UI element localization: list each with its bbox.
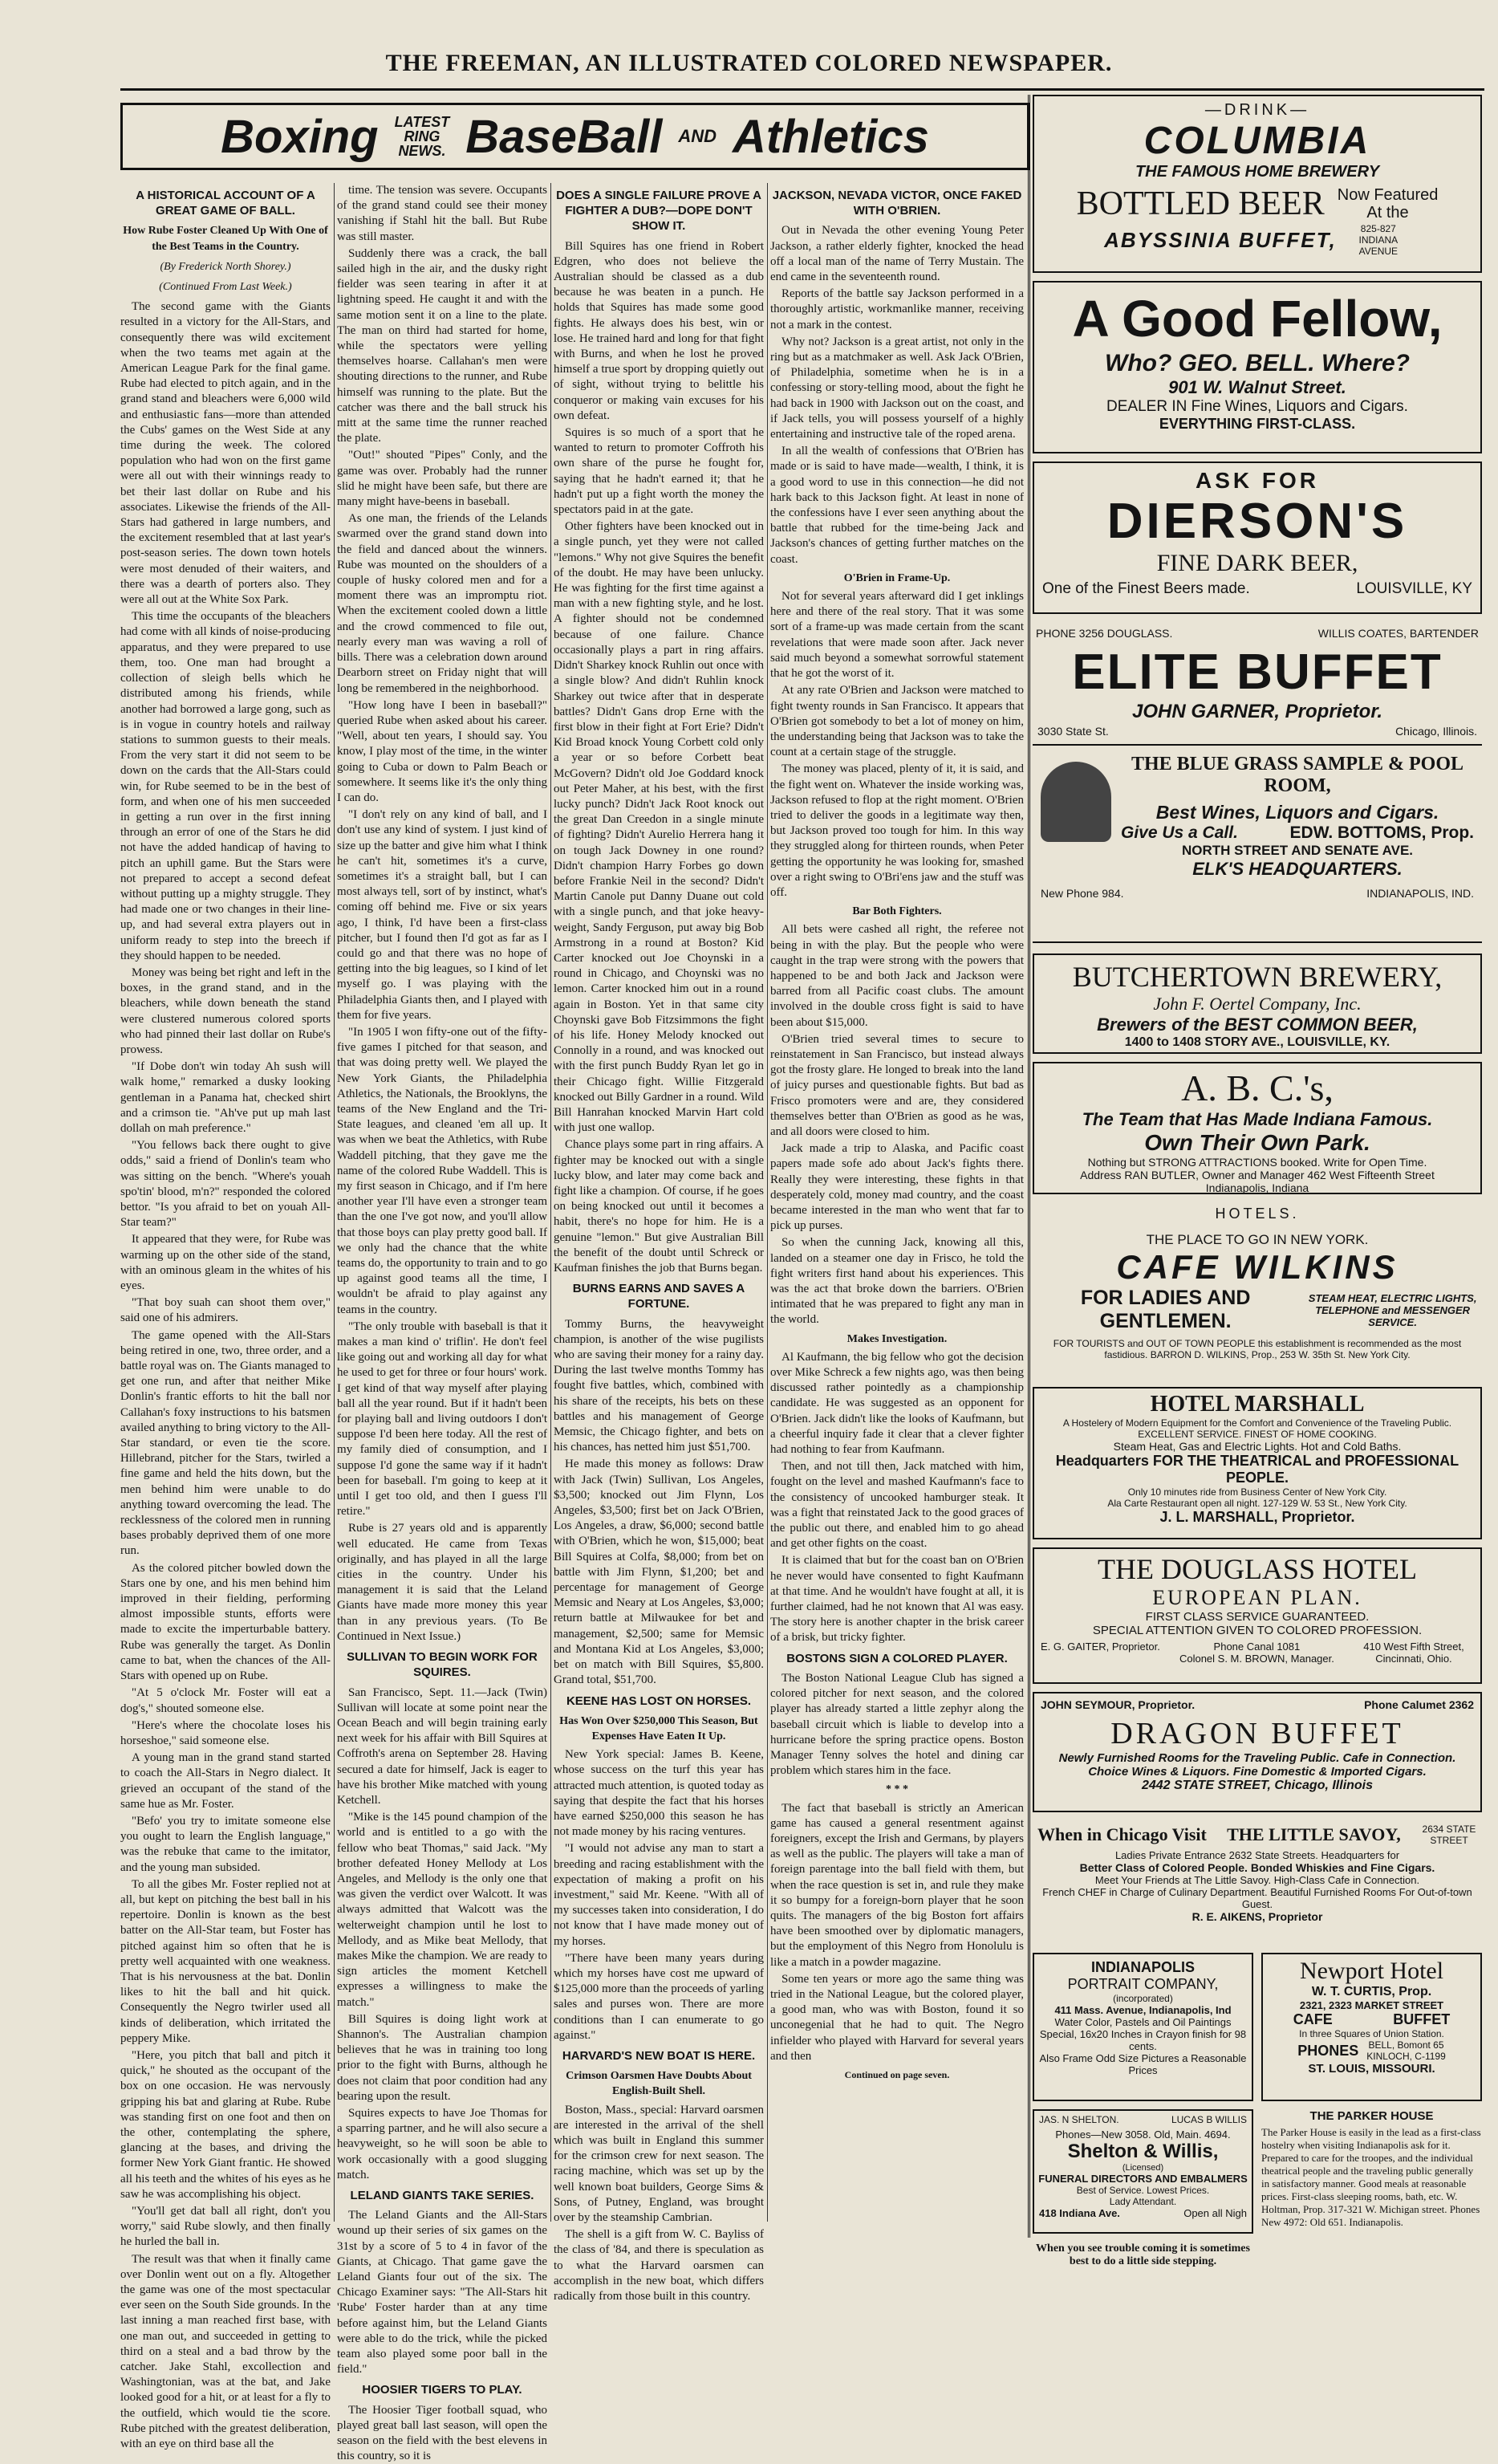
paragraph: The shell is a gift from W. C. Bayliss of the class of '84, and there is speculation as to what the Harvard oarsmen can accomplish in the new boat, which differs radically from those built in this country. [554, 2228, 764, 2303]
paragraph: Squires is so much of a sport that he wanted to return to promoter Coffroth his own share of the purse he fought for, saying that he hadn't earned it; that he hadn't put up a fight worth the money the spectators paid in at the gate. [554, 426, 764, 517]
paragraph: Boston, Mass., special: Harvard oarsmen are interested in the arrival of the shell which was built in England this summer for the crimson crew for next season. The racing machine, which was set up by the well known boat builders, George Sims & Sons, of Putney, England, was brought over by the steamship Cambrian. [554, 2103, 764, 2224]
ad-cafe-wilkins [1033, 1202, 1482, 1379]
ad-text: Best Wines, Liquors and Cigars. [1155, 802, 1439, 823]
ad-title: THE LITTLE SAVOY, [1227, 1824, 1401, 1844]
ad-text: ASK FOR [1196, 468, 1319, 493]
section-subhead: Makes Investigation. [846, 1332, 948, 1345]
ad-title: DIERSON'S [1106, 494, 1408, 549]
banner-baseball: BaseBall [465, 110, 663, 163]
paragraph: "The only trouble with baseball is that it makes a man kind o' triflin'. He don't feel like going out and working all day for what he used to get for three or four hours' work. I get kind of that way myself after playing ball all the year round. But if it hadn't been for playing ball and living outdoors I don't suppose I'd been here today. All the rest of my family died of consumption, and I suppose I'd gone the same way if it hadn't been for baseball. I'm going to keep at it until I get too old, and then I guess I'll retire." [337, 1319, 547, 1519]
proprietor-portrait [1041, 762, 1111, 842]
paragraph: Squires expects to have Joe Thomas for a sparring partner, and he will also secure a heavyweight, so he will soon be able to work occasionally with a good slugging match. [337, 2106, 547, 2181]
section-subhead: O'Brien in Frame-Up. [843, 571, 951, 584]
ad-text: Ala Carte Restaurant open all night. 127-129 W. 53 St., New York City. [1107, 1498, 1407, 1509]
ad-text: DEALER IN Fine Wines, Liquors and Cigars. [1106, 398, 1408, 415]
article-headline: KEENE HAS LOST ON HORSES. [566, 1693, 752, 1708]
paragraph: All bets were cashed all right, the referee not being in with the play. But the people who were caught in the trap were strong with the powers that happened to be and both Jack and Jackson were barred from all Pacific coast clubs. The amount involved in the double cross fight is said to have been about $15,000. [770, 923, 1024, 1029]
article-subhead: How Rube Foster Cleaned Up With One of the Best Teams in the Country. [123, 225, 328, 253]
ad-text: 2321, 2323 MARKET STREET [1299, 1999, 1444, 2011]
ad-text: Phone Canal 1081 Colonel S. M. BROWN, Manager. [1179, 1641, 1334, 1665]
paragraph: New York special: James B. Keene, whose success on the turf this year has attracted much attention, is quoted today as saying that despite the fact that his horses have earned $250,000 this season he has not made money by his racing ventures. [554, 1748, 764, 1839]
paragraph: A young man in the grand stand started to coach the All-Stars in Negro dialect. It grieved an occupant of the stand of the same hue as Mr. Foster. [120, 1751, 331, 1811]
article-subhead: Crimson Oarsmen Have Doubts About English-Built Shell. [566, 2070, 752, 2098]
ad-title: ELITE BUFFET [1072, 644, 1443, 700]
ad-text: 411 Mass. Avenue, Indianapolis, Ind [1054, 2004, 1232, 2016]
ad-text: Open all Nigh [1183, 2207, 1247, 2219]
section-label: HOTELS. [1215, 1206, 1300, 1222]
ad-text: LOUISVILLE, KY [1356, 580, 1472, 597]
paragraph: Then, and not till then, Jack matched with him, fought on the level and mashed Kaufmann's face to the consistency of uncooked hamburger steak. It was a fight that reinstated Jack to the good graces of the public out there, and enabled him to go ahead and get other fights on the coast. [770, 1460, 1024, 1551]
paragraph: To all the gibes Mr. Foster replied not at all, but kept on pitching the best ball in his repertoire. Donlin is known as the best batter on the All-Star team, but Foster has pitched against him so often that he is pretty well acquainted with one weakness. That is his nervousness at the bat. Donlin likes to hit the ball and hit quick. Consequently the Negro twirler used all kinds of deliberation, which irritated the peppery Mike. [120, 1877, 331, 2045]
ad-hotel-marshall [1033, 1387, 1482, 1539]
ad-text: CAFE [1293, 2011, 1333, 2027]
paragraph: Suddenly there was a crack, the ball sailed high in the air, and the dusky right fielder was seen tearing in after it at lightning speed. He caught it and with the same motion sent it on a line to the plate. The man on third had started for home, while the spectators were yelling themselves hoarse. Callahan's men were shouting directions to the runner, and Rube himself was running to the plate. But the catcher was there and the ball struck his mitt at the same time the runner reached the plate. [337, 246, 547, 445]
ad-text: Address RAN BUTLER, Owner and Manager 462 West Fifteenth Street [1080, 1169, 1435, 1181]
paragraph: "How long have I been in baseball?" queried Rube when asked about his career. "Well, about ten years, I should say. You know, I play most of the time, in the winter going to Cuba or down to Palm Beach or somewhere. It seems like it's the only thing I can do. [337, 698, 547, 804]
ad-text: Water Color, Pastels and Oil Paintings [1054, 2016, 1232, 2028]
ad-elite-buffet [1033, 622, 1482, 943]
ad-text: 901 W. Walnut Street. [1168, 377, 1346, 397]
ad-text: EDW. BOTTOMS, Prop. [1289, 823, 1474, 842]
article-headline: DOES A SINGLE FAILURE PROVE A FIGHTER A DUB?—DOPE DON'T SHOW IT. [556, 189, 761, 234]
masthead: THE FREEMAN, AN ILLUSTRATED COLORED NEWSPAPER. [385, 50, 1113, 76]
paragraph: The second game with the Giants resulted in a victory for the All-Stars, and consequently there was wild excitement when the two teams met again at the American League Park for the final game. Rube had elected to pitch again, and in the grand stand and bleachers were 6,000 wild and enthusiastic fans—more than attended the Cubs' games on the West Side at any time during the week. The colored population who had won on the first game were all out with their winnings ready to bet their last dollar on Rube and his associates. Likewise the friends of the All-Stars had gathered in large numbers, and the excitement resembled that at last year's post-season series. The down town hotels were most denuded of their waiters, and there was a dearth of porters also. They were all out at the White Sox Park. [120, 300, 331, 607]
ad-text: Lady Attendant. [1109, 2196, 1177, 2207]
paragraph: Tommy Burns, the heavyweight champion, is another of the wise pugilists who are saving their money for a rainy day. During the last twelve months Tommy has fought five battles, which, combined with his share of the receipts, his bets on these battles and his management of George Memsic, the Chicago fighter, and bets on his chances, has netted him just $51,700. [554, 1317, 764, 1454]
ad-title: PORTRAIT COMPANY, [1067, 1976, 1219, 1992]
ads-divider [1028, 95, 1030, 2238]
ad-title: COLUMBIA [1143, 120, 1371, 162]
paragraph: San Francisco, Sept. 11.—Jack (Twin) Sullivan will locate at some point near the Ocean Beach and will begin training early next week for his affair with Bill Squires at Coffroth's arena on September 28. Having secured a date for himself, Jack is eager to have his brother Mike matched with young Ketchell. [337, 1685, 547, 1807]
masthead-rule [120, 88, 1484, 91]
ad-text: Indianapolis, Indiana [1205, 1181, 1309, 1194]
ad-text: BUFFET [1393, 2011, 1451, 2027]
ad-geo-bell [1033, 281, 1482, 453]
ad-shelton-willis [1033, 2109, 1253, 2234]
ad-text: The Team that Has Made Indiana Famous. [1082, 1109, 1433, 1129]
ad-text: Phone Calumet 2362 [1364, 1698, 1474, 1711]
ad-text: Special, 16x20 Inches in Crayon finish for 98 cents. [1039, 2028, 1247, 2052]
ad-butchertown-brewery [1033, 953, 1482, 1054]
paragraph: Other fighters have been knocked out in a single punch, yet they were not called "lemons." Why not give Squires the benefit of the doubt. He may have been unlucky. He was fighting for the first time against a man with a new fighting style, and he lost. A fighter should not be condemned because of one failure. Chance occasionally plays a part in ring affairs. Didn't Sharkey knock Ruhlin out once with a single blow? And didn't Ruhlin knock Sharkey out twice after that in desperate battles? Didn't Gans drop Erne with the first blow in their fight at Fort Erie? Didn't Kid Broad knock Young Corbett cold only a year or so before Corbett beat McGovern? Didn't old Joe Goddard knock out Peter Maher, at his best, with the first lucky punch? Didn't Jack Root knock out the great Dan Creedon in a single minute of fighting? Didn't Aurelio Herrera hang it on tough Jack Downey in one round? Didn't champion Harry Forbes go down before Frankie Neil in the second? Didn't Martin Canole put Danny Duane out cold with a single punch, and that joke heavy-weight, Sandy Ferguson, put away big Bob Armstrong in a round at Boston? Kid Carter knocked out Joe Choynski in a round in Chicago, and Choynski was no lemon. Carter knocked him out in a round again in Boston. Yet in that same city Choynski gave Bob Fitzsimmons the fight of his life. Honey Melody knocked out Connolly in a round, and was knocked out with the first punch Buddy Ryan let go in their Chicago fight. Willie Fitzgerald knocked out Billy Gardner in a round. Wild Bill Hanrahan knocked Marvin Hart cold with just one wallop. [554, 520, 764, 1135]
article-headline: HARVARD'S NEW BOAT IS HERE. [562, 2048, 756, 2063]
paragraph: "At 5 o'clock Mr. Foster will eat a dog's," shouted someone else. [120, 1686, 331, 1715]
article-headline: LELAND GIANTS TAKE SERIES. [350, 2189, 534, 2202]
paragraph: The result was that when it finally came over Donlin went out on a fly. Altogether the game was one of the most spectacular ever seen on the South Side grounds. In the last inning a man reached first base, with one man out, and succeeded in getting to third on a steal and a bad throw by the catcher. Jake Stahl, excollection and Washingtonian, was at the bat, and Jake looked good for a hit, or at least for a fly to the outfield, which would tie the score. Rube pitched with the greatest deliberation, with an eye on third base all the [120, 2252, 331, 2451]
ad-text: (Licensed) [1122, 2163, 1164, 2173]
paragraph: The game opened with the All-Stars being retired in one, two, three order, and a battle royal was on. The Giants managed to get one run, and after that neither Mike Donlin's frantic efforts to hit the ball nor Callahan's foxy instructions to his batsmen availed anything to bring victory to the All-Star standard, or even tie the score. Hillebrand, pitcher for the Stars, twirled a fine game and held the hits down, but the men behind him were unable to do anything toward overcoming the lead. The recklessness of the colored men in running bases probably deprived them of one more run. [120, 1328, 331, 1558]
ad-text: JOHN SEYMOUR, Proprietor. [1041, 1698, 1196, 1711]
ad-text: 3030 State St. [1037, 725, 1109, 738]
ad-title: Newport Hotel [1299, 1958, 1444, 1984]
article-subhead: Has Won Over $250,000 This Season, But Expenses Have Eaten It Up. [559, 1714, 758, 1742]
ad-dragon-buffet [1033, 1692, 1482, 1812]
ad-text: 410 West Fifth Street, Cincinnati, Ohio. [1363, 1641, 1464, 1665]
ad-text: FINE DARK BEER, [1156, 550, 1358, 576]
ad-text: BOTTLED BEER [1076, 185, 1325, 222]
ad-parker-house [1261, 2109, 1482, 2238]
ad-text: Steam Heat, Gas and Electric Lights. Hot and Cold Baths. [1113, 1440, 1402, 1453]
byline: (By Frederick North Shorey.) [160, 260, 291, 273]
ad-text: Better Class of Colored People. Bonded Whiskies and Fine Cigars. [1079, 1861, 1435, 1874]
paragraph: As one man, the friends of the Lelands swarmed over the grand stand down into the field and danced about the winners. Rube was mounted on the shoulders of a couple of husky colored men and for a moment there was an impromptu riot. When the excitement cooled down a little and the crowd commenced to file out, nearly every man was waving a roll of bills. There was a celebration down around Dearborn street on Friday night that will long be remembered in the neighborhood. [337, 512, 547, 695]
ad-text: THE FAMOUS HOME BREWERY [1135, 163, 1380, 181]
ad-title: HOTEL MARSHALL [1150, 1392, 1365, 1417]
ad-text: THE PLACE TO GO IN NEW YORK. [1146, 1232, 1369, 1247]
ad-little-savoy [1033, 1820, 1482, 1945]
ad-text: LUCAS B WILLIS [1171, 2114, 1247, 2125]
ad-text: Who? GEO. BELL. Where? [1105, 350, 1410, 376]
column-divider [767, 183, 768, 2222]
ad-text: Now Featured At the [1337, 186, 1439, 222]
ad-title: BUTCHERTOWN BREWERY, [1072, 961, 1443, 993]
ad-text: Headquarters FOR THE THEATRICAL and PROFESSIONAL PEOPLE. [1055, 1453, 1459, 1486]
ad-text: FOR TOURISTS and OUT OF TOWN PEOPLE this establishment is recommended as the most fastidious. BARRON D. WILKINS, Prop., 253 W. 35th St. New York City. [1053, 1338, 1462, 1360]
paragraph: "That boy suah can shoot them over," said one of his admirers. [120, 1296, 331, 1325]
ad-text: 825-827 INDIANA AVENUE [1358, 223, 1399, 257]
paragraph: "If Dobe don't win today Ah sush will walk home," remarked a dusky looking gentleman in a Panama hat, checked shirt and a crimson tie. "Ah've put up mah last dollah on mah preference." [120, 1060, 331, 1135]
column-divider [550, 183, 551, 2222]
ad-title: A Good Fellow, [1072, 290, 1443, 348]
continued-note: Continued on page seven. [844, 2068, 950, 2080]
paragraph: Out in Nevada the other evening Young Peter Jackson, a rather elderly fighter, knocked the head off a local man of the name of Terry Mustain. The end came in the seventeenth round. [770, 224, 1024, 284]
ad-text: 418 Indiana Ave. [1039, 2207, 1120, 2219]
ad-text: JAS. N SHELTON. [1039, 2114, 1119, 2125]
paragraph: Bill Squires has one friend in Robert Edgren, who does not believe the Australian should be classed as a dub because he was beaten in a punch. He holds that Squires has made some good fights. He always does his best, win or lose. He trained hard and long for that fight with Burns, and when he lost he proved himself a true sport by dropping quietly out of sight, without trying to belittle his conqueror or making vain excuses for his own defeat. [554, 239, 764, 422]
ads-column [1033, 95, 1482, 2267]
ad-title: THE BLUE GRASS SAMPLE & POOL ROOM, [1131, 754, 1464, 796]
banner-latest-ring-news: LATEST RING NEWS. [394, 114, 450, 159]
ad-text: EVERYTHING FIRST-CLASS. [1159, 416, 1356, 432]
ad-text: NORTH STREET AND SENATE AVE. [1181, 843, 1414, 858]
ad-text: Phones—New 3058. Old, Main. 4694. [1055, 2129, 1231, 2141]
article-headline: BOSTONS SIGN A COLORED PLAYER. [786, 1651, 1008, 1665]
article-headline: BURNS EARNS AND SAVES A FORTUNE. [572, 1282, 745, 1311]
paragraph: "Mike is the 145 pound champion of the world and is entitled to a go with the fellow who beat Thomas," said Jack. "My brother defeated Honey Mellody at Los Angeles, and Mellody is the only one that was given the verdict over Walcott. It was always admitted that Walcott was the welterweight champion until he lost to Mellody, and as Mike beat Mellody, that makes Mike the champion. We are ready to sign articles the moment Ketchell expresses a willingness to make the match." [337, 1811, 547, 2009]
ad-text: INDIANAPOLIS, IND. [1366, 887, 1474, 900]
ad-portrait-company [1033, 1953, 1253, 2101]
column-1 [120, 183, 331, 2451]
ad-text: Own Their Own Park. [1144, 1130, 1370, 1155]
ad-text: W. T. CURTIS, Prop. [1311, 1985, 1432, 1998]
paragraph: Bill Squires is doing light work at Shannon's. The Australian champion believes that he was in training too long prior to the fight with Burns, although he does not claim that poor condition had any bearing upon the result. [337, 2012, 547, 2103]
banner-boxing: Boxing [221, 110, 379, 163]
ad-text: INDIANAPOLIS [1090, 1959, 1195, 1975]
ad-text: PHONES [1297, 2042, 1359, 2059]
paragraph: "You fellows back there ought to give odds," said a friend of Donlin's team who was sitting on the bench. "Where's youah spo'tin' blood, m'n?" responded the colored bettor. "Is you afraid to bet on youah All-Star team?" [120, 1139, 331, 1230]
ad-title: Shelton & Willis, [1067, 2141, 1219, 2162]
banner-and: AND [678, 126, 717, 146]
paragraph: It appeared that they were, for Rube was warming up on the other side of the stand, with an ominous gleam in the whites of his eyes. [120, 1233, 331, 1293]
paragraph: So when the cunning Jack, knowing all this, landed on a steamer one day in Frisco, he told the fight writers first hand about his experiences. This was the act that broke down the barriers. O'Brien intimated that he was prepared to fight any man in the world. [770, 1236, 1024, 1327]
paragraph: Some ten years or more ago the same thing was tried in the National League, but the colored player, a good man, who was with Boston, found it so unconegenial that he had to quit. The Negro infielder who played with Harvard for several years and then [770, 1972, 1024, 2063]
paragraph: Jack made a trip to Alaska, and Pacific coast papers made sofe ado about Jack's fights there. Really they were interesting, these fights in that desperately cold, money mad country, and the coast became interested in the man who went that far to pick up purses. [770, 1142, 1024, 1233]
ad-text: E. G. GAITER, Proprietor. [1041, 1641, 1160, 1653]
ad-text: Meet Your Friends at The Little Savoy. High-Class Cafe in Connection. [1094, 1874, 1420, 1886]
article-headline: HOOSIER TIGERS TO PLAY. [362, 2383, 522, 2397]
ad-text: STEAM HEAT, ELECTRIC LIGHTS, TELEPHONE and MESSENGER SERVICE. [1308, 1291, 1477, 1328]
paragraph: "Here's where the chocolate loses his horseshoe," said someone else. [120, 1718, 331, 1747]
ad-text: FIRST CLASS SERVICE GUARANTEED. [1145, 1610, 1370, 1624]
section-banner [120, 103, 1029, 170]
banner-athletics: Athletics [732, 110, 929, 163]
filler-saying: When you see trouble coming it is sometimes best to do a little side stepping. [1036, 2242, 1250, 2267]
paragraph: "Out!" shouted "Pipes" Conly, and the game was over. Probably had the runner slid he might have been safe, but there are many might have-beens in baseball. [337, 449, 547, 509]
paragraph: O'Brien tried several times to secure to reinstatement in San Francisco, but instead always got the frosty glare. He longed to break into the land of juicy purses and questionable fights. But bad as Frisco promoters were and are, they considered themselves better than O'Brien as good as he was, and all doors were closed to him. [770, 1032, 1024, 1138]
article-headline: A HISTORICAL ACCOUNT OF A GREAT GAME OF BALL. [136, 189, 315, 218]
ad-title: THE PARKER HOUSE [1309, 2109, 1434, 2123]
paragraph: "Befo' you try to imitate someone else you ought to learn the English language," was the rebuke that came to the imitator, and the young man subsided. [120, 1814, 331, 1874]
separator-stars: * * * [886, 1783, 908, 1796]
paragraph: "I would not advise any man to start a breeding and racing establishment with the expectation of making a profit on his investment," said Mr. Keene. "With all of my successes taken into consideration, I do not know that I have made money out of my horses. [554, 1842, 764, 1948]
column-divider [334, 183, 335, 2222]
ad-text: One of the Finest Beers made. [1042, 580, 1250, 597]
paragraph: "In 1905 I won fifty-one out of the fifty-five games I pitched for that season, and that was doing pretty well. We played the New York Giants, the Philadelphia Athletics, the Nationals, the Brooklyns, the teams of the New England and the Tri-State leagues, and cleaned 'em all up. It was when we beat the Athletics, with Rube Waddell pitching, that they gave me the name of the colored Rube Waddell. This is my first season in Chicago, and if I'm here another year I'll have even a stronger team than the one I've got now, and you'll allow that those boys can play pretty good ball. If we only had the chance that the white teams do, the opportunity to train and to go up against good teams all the time, I wouldn't be afraid to play against any teams in the country. [337, 1025, 547, 1316]
ad-text: BELL, Bomont 65 KINLOCH, C-1199 [1366, 2039, 1446, 2062]
article-headline: JACKSON, NEVADA VICTOR, ONCE FAKED WITH O'BRIEN. [772, 189, 1022, 218]
paragraph: Rube is 27 years old and is apparently well educated. He came from Texas originally, and has played in all the large cities in the country. Under his management it is said that the Leland Giants have made more money this year than in any previous years. (To Be Continued in Next Issue.) [337, 1522, 547, 1643]
article-headline: SULLIVAN TO BEGIN WORK FOR SQUIRES. [347, 1650, 538, 1680]
ad-text: ELK'S HEADQUARTERS. [1192, 859, 1403, 879]
ad-text: ST. LOUIS, MISSOURI. [1308, 2062, 1435, 2076]
paragraph: Chance plays some part in ring affairs. A fighter may be knocked out with a single lucky blow, and later may come back and fight like a champion. Of course, if he goes on being knocked out until it becomes a habit, there's no hope for him. He is a genuine "lemon." But give Australian Bill the benefit of the doubt until Schreck or Kaufman finishes the job that Burns began. [554, 1138, 764, 1275]
ad-text: Ladies Private Entrance 2632 State Streets. Headquarters for [1114, 1849, 1400, 1861]
paragraph: Money was being bet right and left in the boxes, in the grand stand, and in the bleachers, while down beneath the stand were clustered numerous colored sports who had pinned their last dollar on Rube's prowess. [120, 966, 331, 1056]
paragraph: The Hoosier Tiger football squad, who played great ball last season, will open the season on the field with the best elevens in this country, so it is [337, 2403, 547, 2463]
paragraph: "There have been many years during which my horses have cost me upward of $125,000 more than the proceeds of yarling sales and purses won. There are more conditions than I can enumerate to go against." [554, 1951, 765, 2042]
paragraph: He made this money as follows: Draw with Jack (Twin) Sullivan, Los Angeles, $3,500; knocked out Jim Flynn, Los Angeles, $3,500; first bet on Jack O'Brien, Los Angeles, a draw, $6,000; second battle with O'Brien, which he won, $15,000; beat Bill Squires at Colfa, $8,000; from bet on battle with Jim Flynn, $1,200; bet and percentage for management of George Memsic and Neary at Los Angeles, $3,000; return battle at Milwaukee for bet and management, $2,500; same for Memsic and Montana Kid at Los Angeles, $3,000; bet on match with Bill Squires, $5,800. Grand total, $51,700. [554, 1458, 764, 1687]
ad-text: Chicago, Illinois. [1395, 725, 1477, 738]
paragraph: Why not? Jackson is a great artist, not only in the ring but as a matchmaker as well. Ask Jack O'Brien, of Philadelphia, sometime when he is in a confessing or story-telling mood, about the fight he had back in 1900 with Jackson out on the coast, and if Jack tells, you will possess yourself of a highly entertaining and instructive tale of the roped arena. [770, 335, 1024, 441]
paragraph: The Leland Giants and the All-Stars wound up their series of six games on the 31st by a score of 5 to 4 in favor of the Giants, at Chicago. That game gave the Leland Giants four out of the six. The Chicago Examiner says: "The All-Stars hit 'Rube' Foster harder than at any time before against him, but the Leland Giants were able to do the trick, while the picked team also played some poor ball in the field." [337, 2209, 547, 2377]
continued-note: (Continued From Last Week.) [159, 281, 292, 294]
ad-text: John F. Oertel Company, Inc. [1153, 994, 1362, 1014]
ad-text: (incorporated) [1113, 1993, 1173, 2004]
paragraph: The Boston National League Club has signed a colored pitcher for next season, and the colored player has already started a little zephyr along the baseball circuit which is liable to develop into a hurricane before the spring practice opens. Boston Manager Tenny solves the hotel and dining car problem which stares him in the face. [770, 1671, 1024, 1778]
ad-text: PHONE 3256 DOUGLASS. [1036, 627, 1173, 640]
paragraph: time. The tension was severe. Occupants of the grand stand could see their money vanishing if Stahl hit the ball. But Rube was still master. [337, 184, 547, 243]
ad-text: FOR LADIES AND GENTLEMEN. [1080, 1287, 1251, 1332]
ad-abc-team [1033, 1062, 1482, 1194]
ad-text: ABYSSINIA BUFFET, [1104, 227, 1337, 252]
ad-text: J. L. MARSHALL, Proprietor. [1159, 1509, 1355, 1525]
paragraph: "Here, you pitch that ball and pitch it quick," he shouted as the occupant of the box on one occasion. He was nervously gripping his bat and glaring at Rube. Rube was standing first on one foot and then on the other, contemplating the sphere, glancing at the bases, and driving the former New York Giant frantic. He showed all his teeth and the whites of his eyes as he saw he was accomplishing his object. [120, 2048, 331, 2201]
ad-text: Brewers of the BEST COMMON BEER, [1097, 1014, 1418, 1035]
paragraph: It is claimed that but for the coast ban on O'Brien he never would have consented to fight Kaufmann at that time. And he wouldn't have fought at all, it is further claimed, had he not known that Al was easy. The story here is another chapter in the brisk career of a brisk, but tricky fighter. [770, 1554, 1024, 1645]
paragraph: The money was placed, plenty of it, it is said, and the fight went on. Whatever the inside working was, Jackson refused to flop at the right moment. O'Brien tried to deliver the goods in a legitimate way then, but Jackson proved too tough for him. In this way they struggled along for thirteen rounds, when Peter getting the opportunity he was looking for, smashed over a right swing to O'Bri'ens jaw and the stuff was off. [770, 762, 1024, 899]
ad-text: French CHEF in Charge of Culinary Department. Beautiful Furnished Rooms For Out-of-town Guest. [1042, 1886, 1472, 1910]
ad-title: CAFE WILKINS [1116, 1248, 1399, 1286]
paragraph: "You'll get dat ball all right, don't you worry," said Rube slowly, and then finally he hurled the ball in. [120, 2205, 331, 2249]
paragraph: This time the occupants of the bleachers had come with all kinds of noise-producing apparatus, and they were prepared to use them, too. One man had brought a collection of sleigh bells which he distributed among his friends, while another had borrowed a large gong, such as is in vogue in country hotels and railway stations to summon guests to their meals. From the very start it did not seem to be down on the cards that the All-Stars could win, for Rube seemed to be in the best of form, and when one of his men succeeded in getting a run over in the first inning through an error of one of the Stars he did not have the added handicap of having to pitch an uphill game. But the Stars were not prepared to accept a second defeat without putting up a mighty struggle. They had made one or two changes in their line-up, and had several extra players out in uniform ready to step into the breech if they should happen to be needed. [120, 610, 331, 962]
ad-text: 1400 to 1408 STORY AVE., LOUISVILLE, KY. [1124, 1035, 1390, 1049]
ad-text: Also Frame Odd Size Pictures a Reasonable Prices [1039, 2052, 1247, 2076]
ad-text: New Phone 984. [1041, 887, 1124, 900]
column-4 [770, 183, 1024, 2230]
ad-text: FUNERAL DIRECTORS AND EMBALMERS [1038, 2173, 1248, 2185]
ad-title: A. B. C.'s, [1181, 1067, 1334, 1108]
ad-text: Give Us a Call. [1121, 823, 1238, 842]
column-3 [554, 183, 765, 2303]
paragraph: Al Kaufmann, the big fellow who got the decision over Mike Schreck a few nights ago, was then being discussed rather pointedly as a championship candidate. He was suggested as an opponent for O'Brien. Jack didn't like the looks of Kaufmann, but a cheerful inquiry fade it clear that a clever fighter had nothing to fear from Kaufmann. [770, 1350, 1024, 1457]
ad-text: JOHN GARNER, Proprietor. [1131, 701, 1383, 722]
paragraph: As the colored pitcher bowled down the Stars one by one, and his men behind him improved in their fielding, performing almost impossible stunts, efforts were made to excite the imperturbable battery. Rube was generally the target. As Donlin came to bat, when the chances of the All-Stars with opened up on Rube. [120, 1561, 331, 1683]
ad-douglass-hotel [1033, 1547, 1482, 1684]
paragraph: In all the wealth of confessions that O'Brien has made or is said to have made—wealth, I think, it is a good word to use in this connection—he did not hark back to this Jackson fight. At least in none of the confessions have I ever seen anything about the battle that rubbed for the time-being Jack and Jackson's chances of getting further matches on the coast. [770, 445, 1024, 566]
ad-text: SPECIAL ATTENTION GIVEN TO COLORED PROFESSION. [1092, 1624, 1423, 1637]
ad-text: The Parker House is easily in the lead as a first-class hostelry when visiting Indianapolis ask for it. Prepared to care for the troopes, and the individual theatrical people and the traveling public generally in satisfactory manner. Good meals at reasonable prices. First-class sleeping rooms, bath, etc. W. Holtman, Prop. 317-321 W. Michigan street. Phones New 4972: Old 651. Indianapolis. [1261, 2126, 1481, 2228]
ad-text: EUROPEAN PLAN. [1152, 1586, 1362, 1609]
ad-columbia [1033, 95, 1482, 273]
ad-title: DRAGON BUFFET [1110, 1717, 1404, 1750]
ad-text: In three Squares of Union Station. [1299, 2028, 1444, 2039]
paragraph: The fact that baseball is strictly an American game has caused a general resentment against foreigners, except the Irish and Germans, by players as well as the public. The players will take a man of foreign parentage into the ball field with them, but when the race question is set in, and rule they make it so bumpy for a foreign-born player that he soon quits. The managers of the big Boston fort affairs have been smoothed over by diplomatic managers, but the employment of this Negro from Honolulu is like a match in a powder magazine. [770, 1801, 1024, 1969]
paragraph: "I don't rely on any kind of ball, and I don't use any kind of system. I just kind of size up the batter and give him what I think he can't hit, sometimes it's a curve, sometimes it's a straight ball, but I can most always tell, sort of by instinct, what's coming off behind me. Five or six years ago, I think, I'd have been a first-class pitcher, but I found then I'd got as far as I could go and that there was no hope of getting into the big leagues, so I kind of let myself go. I was playing with the Philadelphia Giants then, and I played with them for five years. [337, 808, 547, 1022]
ad-text: —DRINK— [1204, 101, 1310, 119]
ad-title: THE DOUGLASS HOTEL [1098, 1553, 1417, 1585]
ad-text: Nothing but STRONG ATTRACTIONS booked. Write for Open Time. [1087, 1156, 1427, 1169]
ad-diersons [1033, 461, 1482, 614]
ad-blue-grass [1033, 744, 1482, 906]
ad-text: Best of Service. Lowest Prices. [1076, 2185, 1210, 2196]
ad-newport-hotel [1261, 1953, 1482, 2101]
ad-text: When in Chicago Visit [1037, 1824, 1207, 1844]
ad-text: 2442 STATE STREET, Chicago, Illinois [1141, 1779, 1374, 1792]
ad-text: Only 10 minutes ride from Business Center of New York City. [1127, 1486, 1387, 1498]
ad-text: Newly Furnished Rooms for the Traveling Public. Cafe in Connection. Choice Wines & Liquors. Fine Domestic & Imported Cigars. [1058, 1751, 1456, 1779]
paragraph: Reports of the battle say Jackson performed in a thoroughly artistic, workmanlike manner, receiving not a mark in the contest. [770, 287, 1024, 331]
ad-text: 2634 STATE STREET [1422, 1824, 1476, 1846]
column-2 [337, 183, 547, 2463]
paragraph: At any rate O'Brien and Jackson were matched to fight twenty rounds in San Francisco. It appears that O'Brien got somebody to bet a lot of money on him, the understanding being that Jackson was to take the count at a certain stage of the struggle. [770, 684, 1024, 759]
ad-text: WILLIS COATES, BARTENDER [1317, 627, 1479, 640]
ad-text: A Hostelery of Modern Equipment for the Comfort and Convenience of the Traveling Public. EXCELLENT SERVICE. FINEST OF HOME COOKING. [1062, 1417, 1452, 1440]
ad-text: R. E. AIKENS, Proprietor [1191, 1910, 1323, 1923]
section-subhead: Bar Both Fighters. [852, 905, 942, 918]
paragraph: Not for several years afterward did I get inklings here and there of the real story. That it was some sort of a frame-up was made certain from the scant revelations that were made soon after. Jack never said much beyond a somewhat sorrowful statement that he got the worst of it. [770, 590, 1024, 681]
